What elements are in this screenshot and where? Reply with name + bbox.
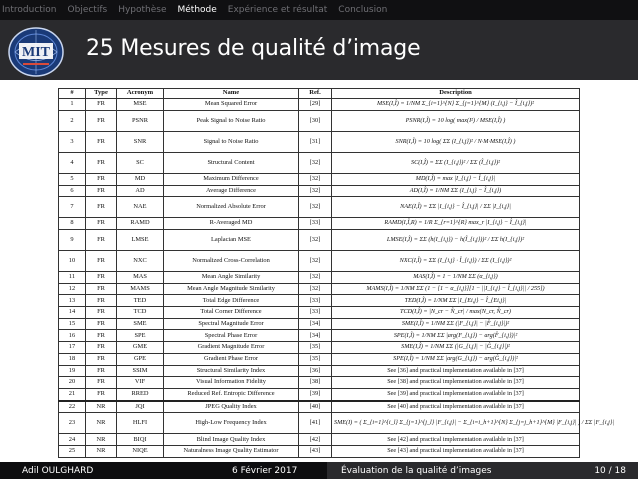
cell-ref: [35] bbox=[299, 353, 332, 365]
section-navigation bbox=[0, 0, 638, 20]
table-row bbox=[59, 446, 580, 458]
cell-acronym: BIQI bbox=[117, 434, 164, 446]
table-row bbox=[59, 377, 580, 389]
cell-acronym: MAS bbox=[117, 272, 164, 284]
cell-ref: [32] bbox=[299, 152, 332, 173]
cell-description: NXC(I,Î) = ΣΣ (I_{i,j} · Î_{i,j}) / ΣΣ (I_{i,j})² bbox=[332, 250, 580, 271]
nav-item-objectifs[interactable]: Objectifs bbox=[67, 5, 108, 15]
cell-description: TCD(I,Î) = |N_cr − N̂_cr| / max(N_cr, N̂_cr) bbox=[332, 307, 580, 319]
cell-acronym: SSIM bbox=[117, 365, 164, 377]
table-row bbox=[59, 307, 580, 319]
cell-name: Reduced Ref. Entropic Difference bbox=[164, 388, 299, 400]
table-row bbox=[59, 250, 580, 271]
cell-name: Spectral Magnitude Error bbox=[164, 318, 299, 330]
footer-title-bar bbox=[327, 462, 638, 479]
cell-type: FR bbox=[86, 283, 117, 295]
cell-description: MD(I,Î) = max |I_{i,j} − Î_{i,j}| bbox=[332, 173, 580, 185]
table-header-row bbox=[59, 89, 580, 99]
cell-description: TED(I,Î) = 1/NM ΣΣ |I_{Ei,j} − Î_{Ei,j}| bbox=[332, 295, 580, 307]
cell-name: Total Corner Difference bbox=[164, 307, 299, 319]
cell-type: NR bbox=[86, 446, 117, 458]
cell-type: FR bbox=[86, 99, 117, 111]
cell-number: 23 bbox=[59, 413, 86, 434]
cell-type: FR bbox=[86, 388, 117, 400]
cell-type: FR bbox=[86, 185, 117, 197]
cell-type: FR bbox=[86, 365, 117, 377]
cell-type: FR bbox=[86, 197, 117, 218]
cell-type: FR bbox=[86, 342, 117, 354]
cell-type: FR bbox=[86, 229, 117, 250]
cell-acronym: NXC bbox=[117, 250, 164, 271]
cell-number: 25 bbox=[59, 446, 86, 458]
cell-ref: [33] bbox=[299, 307, 332, 319]
cell-number: 17 bbox=[59, 342, 86, 354]
cell-ref: [36] bbox=[299, 365, 332, 377]
cell-ref: [40] bbox=[299, 401, 332, 413]
table-row bbox=[59, 272, 580, 284]
cell-number: 7 bbox=[59, 197, 86, 218]
cell-ref: [33] bbox=[299, 218, 332, 230]
cell-name: Mean Squared Error bbox=[164, 99, 299, 111]
cell-type: FR bbox=[86, 353, 117, 365]
cell-description: PSNR(I,Î) = 10 log( max(I²) / MSE(I,Î) ) bbox=[332, 110, 580, 131]
cell-type: FR bbox=[86, 110, 117, 131]
table-row bbox=[59, 434, 580, 446]
cell-ref: [43] bbox=[299, 446, 332, 458]
cell-number: 21 bbox=[59, 388, 86, 400]
table-row bbox=[59, 388, 580, 400]
cell-acronym: GME bbox=[117, 342, 164, 354]
cell-name: High-Low Frequency Index bbox=[164, 413, 299, 434]
cell-name: Normalized Cross-Correlation bbox=[164, 250, 299, 271]
nav-item-conclusion[interactable]: Conclusion bbox=[338, 5, 388, 15]
cell-number: 15 bbox=[59, 318, 86, 330]
col-header-ref: Ref. bbox=[299, 89, 332, 99]
cell-type: FR bbox=[86, 173, 117, 185]
cell-number: 1 bbox=[59, 99, 86, 111]
cell-type: NR bbox=[86, 401, 117, 413]
cell-name: Spectral Phase Error bbox=[164, 330, 299, 342]
cell-number: 2 bbox=[59, 110, 86, 131]
cell-number: 18 bbox=[59, 353, 86, 365]
cell-description: See [43] and practical implementation available in [37] bbox=[332, 446, 580, 458]
cell-name: Structural Similarity Index bbox=[164, 365, 299, 377]
table-row bbox=[59, 342, 580, 354]
cell-name: Peak Signal to Noise Ratio bbox=[164, 110, 299, 131]
cell-acronym: NAE bbox=[117, 197, 164, 218]
cell-acronym: NIQE bbox=[117, 446, 164, 458]
cell-acronym: SC bbox=[117, 152, 164, 173]
metrics-table-figure bbox=[58, 88, 615, 458]
cell-name: Average Difference bbox=[164, 185, 299, 197]
cell-ref: [39] bbox=[299, 388, 332, 400]
cell-acronym: SNR bbox=[117, 131, 164, 152]
table-row bbox=[59, 330, 580, 342]
cell-name: Normalized Absolute Error bbox=[164, 197, 299, 218]
cell-acronym: TED bbox=[117, 295, 164, 307]
cell-description: See [38] and practical implementation available in [37] bbox=[332, 377, 580, 389]
cell-number: 13 bbox=[59, 295, 86, 307]
cell-type: FR bbox=[86, 307, 117, 319]
cell-acronym: AD bbox=[117, 185, 164, 197]
cell-acronym: LMSE bbox=[117, 229, 164, 250]
cell-ref: [34] bbox=[299, 318, 332, 330]
cell-name: Total Edge Difference bbox=[164, 295, 299, 307]
cell-ref: [32] bbox=[299, 197, 332, 218]
table-row bbox=[59, 131, 580, 152]
cell-name: Mean Angle Similarity bbox=[164, 272, 299, 284]
cell-description: MAMS(I,Î) = 1/NM ΣΣ (1 − [1 − α_{i,j}][1 − ||I_{i,j} − Î_{i,j}|| / 255]) bbox=[332, 283, 580, 295]
table-row bbox=[59, 218, 580, 230]
cell-number: 19 bbox=[59, 365, 86, 377]
cell-name: Structural Content bbox=[164, 152, 299, 173]
nav-item-méthode[interactable]: Méthode bbox=[177, 5, 217, 15]
cell-ref: [32] bbox=[299, 283, 332, 295]
cell-type: FR bbox=[86, 295, 117, 307]
cell-ref: [32] bbox=[299, 185, 332, 197]
cell-number: 9 bbox=[59, 229, 86, 250]
cell-ref: [33] bbox=[299, 295, 332, 307]
svg-text:MIT: MIT bbox=[22, 45, 50, 60]
cell-acronym: PSNR bbox=[117, 110, 164, 131]
cell-acronym: SPE bbox=[117, 330, 164, 342]
table-row bbox=[59, 173, 580, 185]
footer-author: Adil OULGHARD bbox=[0, 462, 212, 479]
table-row bbox=[59, 229, 580, 250]
cell-number: 5 bbox=[59, 173, 86, 185]
cell-name: Maximum Difference bbox=[164, 173, 299, 185]
cell-ref: [38] bbox=[299, 377, 332, 389]
table-row bbox=[59, 353, 580, 365]
cell-description: See [40] and practical implementation available in [37] bbox=[332, 401, 580, 413]
cell-number: 4 bbox=[59, 152, 86, 173]
col-header-description: Description bbox=[332, 89, 580, 99]
cell-number: 20 bbox=[59, 377, 86, 389]
nav-item-introduction[interactable]: Introduction bbox=[2, 5, 57, 15]
cell-acronym: TCD bbox=[117, 307, 164, 319]
cell-name: Naturalness Image Quality Estimator bbox=[164, 446, 299, 458]
cell-number: 14 bbox=[59, 307, 86, 319]
cell-name: Laplacian MSE bbox=[164, 229, 299, 250]
cell-name: R-Averaged MD bbox=[164, 218, 299, 230]
cell-number: 3 bbox=[59, 131, 86, 152]
table-row bbox=[59, 283, 580, 295]
table-row bbox=[59, 365, 580, 377]
cell-acronym: MD bbox=[117, 173, 164, 185]
table-row bbox=[59, 295, 580, 307]
cell-number: 16 bbox=[59, 330, 86, 342]
cell-number: 6 bbox=[59, 185, 86, 197]
cell-ref: [35] bbox=[299, 342, 332, 354]
table-row bbox=[59, 413, 580, 434]
cell-description: MSE(I,Î) = 1/NM Σ_{i=1}^{N} Σ_{j=1}^{M} (I_{i,j} − Î_{i,j})² bbox=[332, 99, 580, 111]
cell-number: 24 bbox=[59, 434, 86, 446]
cell-type: FR bbox=[86, 330, 117, 342]
nav-item-expérience-et-résultat[interactable]: Expérience et résultat bbox=[227, 5, 328, 15]
cell-name: Visual Information Fidelity bbox=[164, 377, 299, 389]
slide-title: 25 Mesures de qualité d’image bbox=[86, 36, 421, 61]
cell-name: JPEG Quality Index bbox=[164, 401, 299, 413]
cell-acronym: RRED bbox=[117, 388, 164, 400]
table-row bbox=[59, 401, 580, 413]
cell-type: FR bbox=[86, 377, 117, 389]
footer-date: 6 Février 2017 bbox=[212, 462, 327, 479]
table-row bbox=[59, 152, 580, 173]
cell-description: LMSE(I,Î) = ΣΣ (h(I_{i,j}) − h(Î_{i,j}))² / ΣΣ h(I_{i,j})² bbox=[332, 229, 580, 250]
cell-description: AD(I,Î) = 1/NM ΣΣ (I_{i,j} − Î_{i,j}) bbox=[332, 185, 580, 197]
cell-description: SPE(I,Î) = 1/NM ΣΣ |arg(F_{i,j}) − arg(F̂_{i,j})|² bbox=[332, 330, 580, 342]
cell-description: SC(I,Î) = ΣΣ (I_{i,j})² / ΣΣ (Î_{i,j})² bbox=[332, 152, 580, 173]
cell-number: 10 bbox=[59, 250, 86, 271]
table-row bbox=[59, 197, 580, 218]
cell-type: FR bbox=[86, 152, 117, 173]
cell-description: See [42] and practical implementation available in [37] bbox=[332, 434, 580, 446]
cell-ref: [34] bbox=[299, 330, 332, 342]
cell-type: NR bbox=[86, 434, 117, 446]
table-row bbox=[59, 110, 580, 131]
cell-number: 22 bbox=[59, 401, 86, 413]
cell-acronym: VIF bbox=[117, 377, 164, 389]
cell-type: FR bbox=[86, 250, 117, 271]
cell-type: FR bbox=[86, 318, 117, 330]
cell-acronym: SME bbox=[117, 318, 164, 330]
slide-footer bbox=[0, 462, 638, 479]
cell-name: Signal to Noise Ratio bbox=[164, 131, 299, 152]
col-header-acronym: Acronym bbox=[117, 89, 164, 99]
metrics-table bbox=[58, 88, 615, 458]
cell-acronym: MSE bbox=[117, 99, 164, 111]
cell-acronym: HLFI bbox=[117, 413, 164, 434]
cell-description: See [36] and practical implementation available in [37] bbox=[332, 365, 580, 377]
col-header-type: Type bbox=[86, 89, 117, 99]
cell-ref: [32] bbox=[299, 229, 332, 250]
footer-talk-title: Évaluation de la qualité d’images bbox=[341, 465, 492, 476]
cell-description: SME(I) = ( Σ_{i=1}^{i_l} Σ_{j=1}^{j_l} |F_{i,j}| − Σ_{i=i_h+1}^{N} Σ_{j=j_h+1}^{M} |F_{i,j}| ) / ΣΣ |F_{i,j}| bbox=[332, 413, 580, 434]
cell-acronym: GPE bbox=[117, 353, 164, 365]
cell-name: Gradient Phase Error bbox=[164, 353, 299, 365]
cell-description: RAMD(I,Î,R) = 1/R Σ_{r=1}^{R} max_r |I_{i,j} − Î_{i,j}| bbox=[332, 218, 580, 230]
cell-ref: [42] bbox=[299, 434, 332, 446]
mit-logo bbox=[5, 25, 67, 79]
cell-number: 11 bbox=[59, 272, 86, 284]
col-header-number: # bbox=[59, 89, 86, 99]
cell-acronym: JQI bbox=[117, 401, 164, 413]
cell-description: SME(I,Î) = 1/NM ΣΣ (|G_{i,j}| − |Ĝ_{i,j}|)² bbox=[332, 342, 580, 354]
cell-ref: [32] bbox=[299, 272, 332, 284]
cell-type: FR bbox=[86, 218, 117, 230]
cell-ref: [41] bbox=[299, 413, 332, 434]
footer-page-number: 10 / 18 bbox=[594, 465, 626, 476]
cell-name: Mean Angle Magnitude Similarity bbox=[164, 283, 299, 295]
cell-number: 8 bbox=[59, 218, 86, 230]
cell-type: FR bbox=[86, 131, 117, 152]
table-row bbox=[59, 99, 580, 111]
cell-type: NR bbox=[86, 413, 117, 434]
cell-description: See [39] and practical implementation available in [37] bbox=[332, 388, 580, 400]
col-header-name: Name bbox=[164, 89, 299, 99]
cell-ref: [32] bbox=[299, 173, 332, 185]
cell-ref: [32] bbox=[299, 250, 332, 271]
cell-acronym: RAMD bbox=[117, 218, 164, 230]
cell-ref: [31] bbox=[299, 131, 332, 152]
nav-item-hypothèse[interactable]: Hypothèse bbox=[118, 5, 167, 15]
cell-name: Blind Image Quality Index bbox=[164, 434, 299, 446]
cell-acronym: MAMS bbox=[117, 283, 164, 295]
cell-description: SPE(I,Î) = 1/NM ΣΣ |arg(G_{i,j}) − arg(Ĝ_{i,j})|² bbox=[332, 353, 580, 365]
cell-description: MAS(I,Î) = 1 − 1/NM ΣΣ (α_{i,j}) bbox=[332, 272, 580, 284]
cell-description: SNR(I,Î) = 10 log( ΣΣ (I_{i,j})² / N·M·MSE(I,Î) ) bbox=[332, 131, 580, 152]
cell-description: NAE(I,Î) = ΣΣ |I_{i,j} − Î_{i,j}| / ΣΣ |I_{i,j}| bbox=[332, 197, 580, 218]
table-row bbox=[59, 185, 580, 197]
cell-name: Gradient Magnitude Error bbox=[164, 342, 299, 354]
cell-ref: [29] bbox=[299, 99, 332, 111]
cell-type: FR bbox=[86, 272, 117, 284]
cell-description: SME(I,Î) = 1/NM ΣΣ (|F_{i,j}| − |F̂_{i,j}|)² bbox=[332, 318, 580, 330]
cell-ref: [30] bbox=[299, 110, 332, 131]
cell-number: 12 bbox=[59, 283, 86, 295]
table-row bbox=[59, 318, 580, 330]
